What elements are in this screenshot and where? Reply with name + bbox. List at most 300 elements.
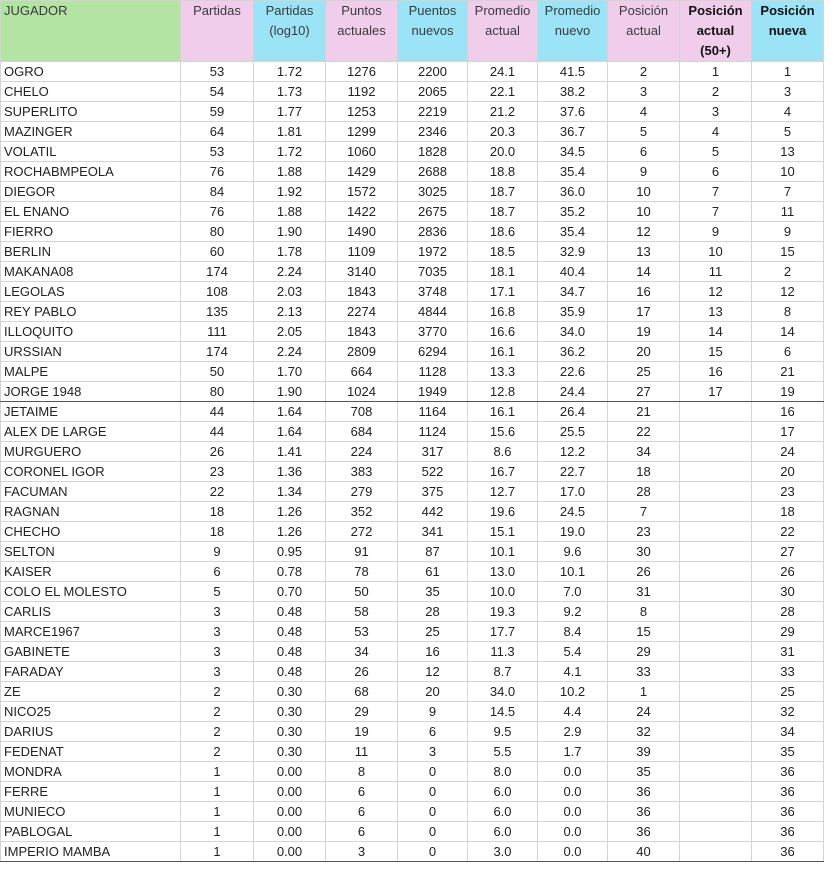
cell-puentos-nuevos[interactable]: 35 [398,582,468,602]
cell-puntos-actuales[interactable]: 2274 [326,302,398,322]
cell-posicion-actual[interactable]: 20 [608,342,680,362]
cell-promedio-actual[interactable]: 18.8 [468,162,538,182]
cell-jugador[interactable]: MALPE [1,362,181,382]
cell-partidas[interactable]: 2 [181,682,254,702]
cell-posicion-nueva[interactable]: 13 [752,142,824,162]
cell-posicion-nueva[interactable]: 18 [752,502,824,522]
cell-jugador[interactable]: MAKANA08 [1,262,181,282]
cell-posicion-nueva[interactable]: 14 [752,322,824,342]
cell-puntos-actuales[interactable]: 50 [326,582,398,602]
cell-partidas-log10[interactable]: 1.77 [254,102,326,122]
cell-puentos-nuevos[interactable]: 1949 [398,382,468,402]
cell-posicion-actual-50[interactable] [680,822,752,842]
cell-posicion-nueva[interactable]: 1 [752,62,824,82]
cell-posicion-nueva[interactable]: 36 [752,842,824,862]
cell-posicion-actual-50[interactable] [680,602,752,622]
cell-partidas[interactable]: 3 [181,662,254,682]
cell-puntos-actuales[interactable]: 1422 [326,202,398,222]
cell-posicion-actual-50[interactable] [680,642,752,662]
cell-posicion-actual[interactable]: 12 [608,222,680,242]
header-posicion-actual[interactable] [608,1,680,62]
cell-jugador[interactable]: URSSIAN [1,342,181,362]
cell-puntos-actuales[interactable]: 1429 [326,162,398,182]
cell-partidas[interactable]: 26 [181,442,254,462]
cell-posicion-actual-50[interactable]: 15 [680,342,752,362]
cell-promedio-actual[interactable]: 34.0 [468,682,538,702]
cell-posicion-nueva[interactable]: 11 [752,202,824,222]
cell-partidas-log10[interactable]: 0.00 [254,762,326,782]
cell-posicion-actual[interactable]: 8 [608,602,680,622]
cell-partidas-log10[interactable]: 1.64 [254,422,326,442]
cell-posicion-actual[interactable]: 1 [608,682,680,702]
cell-jugador[interactable]: SUPERLITO [1,102,181,122]
cell-partidas[interactable]: 1 [181,782,254,802]
cell-partidas[interactable]: 60 [181,242,254,262]
cell-puentos-nuevos[interactable]: 2688 [398,162,468,182]
cell-partidas[interactable]: 84 [181,182,254,202]
cell-partidas-log10[interactable]: 1.92 [254,182,326,202]
cell-partidas-log10[interactable]: 0.00 [254,822,326,842]
cell-puentos-nuevos[interactable]: 20 [398,682,468,702]
cell-puentos-nuevos[interactable]: 1124 [398,422,468,442]
cell-partidas-log10[interactable]: 0.48 [254,642,326,662]
cell-promedio-nuevo[interactable]: 7.0 [538,582,608,602]
cell-puntos-actuales[interactable]: 34 [326,642,398,662]
cell-partidas-log10[interactable]: 1.81 [254,122,326,142]
cell-posicion-actual-50[interactable]: 11 [680,262,752,282]
cell-partidas-log10[interactable]: 0.00 [254,842,326,862]
cell-posicion-actual-50[interactable] [680,402,752,422]
cell-promedio-nuevo[interactable]: 4.4 [538,702,608,722]
cell-posicion-actual[interactable]: 19 [608,322,680,342]
header-posicion-nueva[interactable] [752,1,824,62]
cell-posicion-actual-50[interactable]: 9 [680,222,752,242]
cell-partidas[interactable]: 135 [181,302,254,322]
cell-promedio-nuevo[interactable]: 4.1 [538,662,608,682]
cell-promedio-nuevo[interactable]: 12.2 [538,442,608,462]
cell-partidas[interactable]: 174 [181,262,254,282]
cell-posicion-actual-50[interactable] [680,542,752,562]
cell-promedio-actual[interactable]: 18.5 [468,242,538,262]
cell-partidas-log10[interactable]: 0.30 [254,682,326,702]
cell-partidas-log10[interactable]: 1.26 [254,502,326,522]
cell-posicion-actual[interactable]: 27 [608,382,680,402]
cell-puntos-actuales[interactable]: 1253 [326,102,398,122]
cell-puntos-actuales[interactable]: 26 [326,662,398,682]
header-puntos-actuales[interactable] [326,1,398,62]
cell-partidas[interactable]: 6 [181,562,254,582]
cell-posicion-actual-50[interactable]: 5 [680,142,752,162]
cell-jugador[interactable]: FACUMAN [1,482,181,502]
cell-posicion-nueva[interactable]: 36 [752,782,824,802]
cell-promedio-actual[interactable]: 14.5 [468,702,538,722]
cell-posicion-actual[interactable]: 9 [608,162,680,182]
cell-promedio-nuevo[interactable]: 35.4 [538,222,608,242]
cell-puentos-nuevos[interactable]: 3748 [398,282,468,302]
cell-promedio-actual[interactable]: 9.5 [468,722,538,742]
cell-posicion-nueva[interactable]: 26 [752,562,824,582]
cell-promedio-actual[interactable]: 8.0 [468,762,538,782]
cell-partidas-log10[interactable]: 1.34 [254,482,326,502]
cell-puentos-nuevos[interactable]: 2346 [398,122,468,142]
cell-puentos-nuevos[interactable]: 9 [398,702,468,722]
cell-partidas[interactable]: 53 [181,142,254,162]
cell-jugador[interactable]: COLO EL MOLESTO [1,582,181,602]
cell-jugador[interactable]: FIERRO [1,222,181,242]
cell-partidas-log10[interactable]: 1.41 [254,442,326,462]
cell-partidas-log10[interactable]: 0.30 [254,702,326,722]
cell-partidas-log10[interactable]: 1.70 [254,362,326,382]
cell-partidas[interactable]: 3 [181,622,254,642]
cell-partidas-log10[interactable]: 2.03 [254,282,326,302]
cell-puntos-actuales[interactable]: 708 [326,402,398,422]
cell-posicion-nueva[interactable]: 5 [752,122,824,142]
cell-promedio-nuevo[interactable]: 40.4 [538,262,608,282]
cell-posicion-nueva[interactable]: 8 [752,302,824,322]
cell-posicion-actual-50[interactable] [680,762,752,782]
cell-puentos-nuevos[interactable]: 3 [398,742,468,762]
cell-promedio-actual[interactable]: 3.0 [468,842,538,862]
cell-posicion-actual[interactable]: 21 [608,402,680,422]
cell-promedio-actual[interactable]: 19.6 [468,502,538,522]
cell-partidas-log10[interactable]: 0.70 [254,582,326,602]
cell-promedio-nuevo[interactable]: 36.0 [538,182,608,202]
cell-partidas[interactable]: 64 [181,122,254,142]
cell-promedio-actual[interactable]: 16.1 [468,402,538,422]
cell-promedio-nuevo[interactable]: 2.9 [538,722,608,742]
cell-puntos-actuales[interactable]: 383 [326,462,398,482]
cell-partidas-log10[interactable]: 1.90 [254,382,326,402]
cell-promedio-actual[interactable]: 6.0 [468,802,538,822]
cell-promedio-actual[interactable]: 5.5 [468,742,538,762]
cell-promedio-nuevo[interactable]: 37.6 [538,102,608,122]
cell-partidas[interactable]: 2 [181,702,254,722]
cell-promedio-nuevo[interactable]: 5.4 [538,642,608,662]
cell-promedio-actual[interactable]: 17.7 [468,622,538,642]
cell-jugador[interactable]: MARCE1967 [1,622,181,642]
cell-puentos-nuevos[interactable]: 522 [398,462,468,482]
cell-puntos-actuales[interactable]: 68 [326,682,398,702]
cell-partidas[interactable]: 80 [181,222,254,242]
cell-jugador[interactable]: JORGE 1948 [1,382,181,402]
cell-partidas-log10[interactable]: 2.13 [254,302,326,322]
cell-posicion-nueva[interactable]: 29 [752,622,824,642]
cell-promedio-actual[interactable]: 18.1 [468,262,538,282]
cell-jugador[interactable]: OGRO [1,62,181,82]
cell-promedio-nuevo[interactable]: 35.2 [538,202,608,222]
cell-posicion-actual-50[interactable] [680,702,752,722]
cell-puentos-nuevos[interactable]: 12 [398,662,468,682]
cell-partidas[interactable]: 5 [181,582,254,602]
cell-partidas-log10[interactable]: 0.95 [254,542,326,562]
cell-puntos-actuales[interactable]: 1024 [326,382,398,402]
cell-puntos-actuales[interactable]: 1490 [326,222,398,242]
cell-posicion-actual-50[interactable] [680,582,752,602]
cell-puentos-nuevos[interactable]: 6294 [398,342,468,362]
cell-promedio-actual[interactable]: 8.7 [468,662,538,682]
cell-posicion-actual[interactable]: 32 [608,722,680,742]
cell-puntos-actuales[interactable]: 224 [326,442,398,462]
cell-promedio-actual[interactable]: 22.1 [468,82,538,102]
cell-partidas[interactable]: 44 [181,422,254,442]
cell-posicion-actual[interactable]: 36 [608,802,680,822]
cell-promedio-actual[interactable]: 17.1 [468,282,538,302]
cell-puentos-nuevos[interactable]: 3770 [398,322,468,342]
cell-promedio-nuevo[interactable]: 22.6 [538,362,608,382]
cell-partidas-log10[interactable]: 2.24 [254,342,326,362]
cell-puentos-nuevos[interactable]: 442 [398,502,468,522]
cell-partidas[interactable]: 1 [181,822,254,842]
cell-partidas-log10[interactable]: 1.78 [254,242,326,262]
cell-jugador[interactable]: GABINETE [1,642,181,662]
cell-partidas[interactable]: 9 [181,542,254,562]
cell-promedio-actual[interactable]: 15.6 [468,422,538,442]
cell-posicion-actual[interactable]: 13 [608,242,680,262]
cell-puentos-nuevos[interactable]: 87 [398,542,468,562]
cell-promedio-nuevo[interactable]: 36.7 [538,122,608,142]
cell-partidas-log10[interactable]: 0.48 [254,622,326,642]
cell-posicion-nueva[interactable]: 21 [752,362,824,382]
cell-puentos-nuevos[interactable]: 0 [398,802,468,822]
cell-promedio-actual[interactable]: 18.7 [468,182,538,202]
cell-posicion-actual-50[interactable]: 14 [680,322,752,342]
cell-posicion-nueva[interactable]: 4 [752,102,824,122]
header-promedio-nuevo[interactable] [538,1,608,62]
cell-posicion-nueva[interactable]: 12 [752,282,824,302]
cell-jugador[interactable]: MONDRA [1,762,181,782]
cell-promedio-nuevo[interactable]: 0.0 [538,782,608,802]
cell-posicion-actual[interactable]: 28 [608,482,680,502]
cell-posicion-actual-50[interactable]: 6 [680,162,752,182]
cell-partidas[interactable]: 80 [181,382,254,402]
cell-promedio-actual[interactable]: 13.3 [468,362,538,382]
cell-posicion-nueva[interactable]: 17 [752,422,824,442]
cell-promedio-nuevo[interactable]: 34.7 [538,282,608,302]
cell-puntos-actuales[interactable]: 1299 [326,122,398,142]
cell-puntos-actuales[interactable]: 91 [326,542,398,562]
cell-promedio-actual[interactable]: 10.1 [468,542,538,562]
cell-jugador[interactable]: VOLATIL [1,142,181,162]
cell-partidas[interactable]: 50 [181,362,254,382]
cell-posicion-actual[interactable]: 14 [608,262,680,282]
cell-posicion-nueva[interactable]: 36 [752,822,824,842]
cell-puntos-actuales[interactable]: 3 [326,842,398,862]
cell-posicion-nueva[interactable]: 25 [752,682,824,702]
cell-puentos-nuevos[interactable]: 7035 [398,262,468,282]
cell-promedio-actual[interactable]: 20.3 [468,122,538,142]
cell-jugador[interactable]: CHECHO [1,522,181,542]
cell-promedio-actual[interactable]: 12.8 [468,382,538,402]
cell-promedio-nuevo[interactable]: 10.2 [538,682,608,702]
cell-promedio-nuevo[interactable]: 1.7 [538,742,608,762]
cell-partidas-log10[interactable]: 1.73 [254,82,326,102]
cell-puntos-actuales[interactable]: 6 [326,822,398,842]
cell-posicion-actual-50[interactable]: 4 [680,122,752,142]
cell-partidas-log10[interactable]: 1.88 [254,202,326,222]
cell-posicion-actual[interactable]: 15 [608,622,680,642]
cell-puntos-actuales[interactable]: 78 [326,562,398,582]
cell-posicion-actual[interactable]: 36 [608,782,680,802]
cell-jugador[interactable]: CARLIS [1,602,181,622]
cell-posicion-nueva[interactable]: 10 [752,162,824,182]
cell-partidas[interactable]: 22 [181,482,254,502]
cell-promedio-actual[interactable]: 16.7 [468,462,538,482]
cell-promedio-nuevo[interactable]: 35.9 [538,302,608,322]
cell-posicion-nueva[interactable]: 15 [752,242,824,262]
cell-posicion-nueva[interactable]: 16 [752,402,824,422]
cell-promedio-nuevo[interactable]: 24.5 [538,502,608,522]
cell-posicion-actual[interactable]: 18 [608,462,680,482]
cell-puentos-nuevos[interactable]: 1828 [398,142,468,162]
cell-jugador[interactable]: LEGOLAS [1,282,181,302]
cell-puntos-actuales[interactable]: 272 [326,522,398,542]
cell-partidas-log10[interactable]: 1.26 [254,522,326,542]
cell-posicion-actual-50[interactable]: 1 [680,62,752,82]
cell-posicion-actual[interactable]: 16 [608,282,680,302]
cell-partidas[interactable]: 18 [181,522,254,542]
cell-jugador[interactable]: SELTON [1,542,181,562]
cell-puentos-nuevos[interactable]: 1128 [398,362,468,382]
cell-partidas-log10[interactable]: 1.36 [254,462,326,482]
cell-puentos-nuevos[interactable]: 61 [398,562,468,582]
cell-puntos-actuales[interactable]: 29 [326,702,398,722]
cell-puentos-nuevos[interactable]: 317 [398,442,468,462]
cell-posicion-actual-50[interactable]: 7 [680,182,752,202]
cell-posicion-actual[interactable]: 6 [608,142,680,162]
cell-partidas-log10[interactable]: 1.72 [254,62,326,82]
cell-promedio-nuevo[interactable]: 41.5 [538,62,608,82]
cell-posicion-actual-50[interactable]: 7 [680,202,752,222]
cell-partidas-log10[interactable]: 1.72 [254,142,326,162]
cell-jugador[interactable]: KAISER [1,562,181,582]
cell-posicion-actual[interactable]: 31 [608,582,680,602]
cell-puntos-actuales[interactable]: 58 [326,602,398,622]
cell-promedio-nuevo[interactable]: 19.0 [538,522,608,542]
cell-puentos-nuevos[interactable]: 2219 [398,102,468,122]
cell-posicion-actual-50[interactable]: 12 [680,282,752,302]
cell-posicion-actual-50[interactable] [680,662,752,682]
cell-puentos-nuevos[interactable]: 16 [398,642,468,662]
cell-puntos-actuales[interactable]: 6 [326,802,398,822]
cell-promedio-nuevo[interactable]: 35.4 [538,162,608,182]
cell-puentos-nuevos[interactable]: 0 [398,762,468,782]
cell-posicion-nueva[interactable]: 34 [752,722,824,742]
cell-partidas[interactable]: 54 [181,82,254,102]
cell-posicion-actual-50[interactable] [680,722,752,742]
cell-posicion-nueva[interactable]: 32 [752,702,824,722]
cell-posicion-nueva[interactable]: 6 [752,342,824,362]
cell-posicion-actual[interactable]: 22 [608,422,680,442]
cell-puentos-nuevos[interactable]: 6 [398,722,468,742]
cell-puentos-nuevos[interactable]: 0 [398,842,468,862]
cell-puntos-actuales[interactable]: 1843 [326,282,398,302]
cell-partidas[interactable]: 3 [181,602,254,622]
cell-jugador[interactable]: DIEGOR [1,182,181,202]
cell-jugador[interactable]: JETAIME [1,402,181,422]
cell-puntos-actuales[interactable]: 3140 [326,262,398,282]
cell-posicion-actual-50[interactable]: 10 [680,242,752,262]
cell-promedio-actual[interactable]: 20.0 [468,142,538,162]
cell-posicion-nueva[interactable]: 20 [752,462,824,482]
cell-puentos-nuevos[interactable]: 0 [398,782,468,802]
cell-jugador[interactable]: RAGNAN [1,502,181,522]
cell-promedio-actual[interactable]: 16.8 [468,302,538,322]
cell-posicion-nueva[interactable]: 36 [752,802,824,822]
cell-posicion-actual[interactable]: 29 [608,642,680,662]
cell-jugador[interactable]: ROCHABMPEOLA [1,162,181,182]
cell-posicion-actual[interactable]: 36 [608,822,680,842]
cell-posicion-nueva[interactable]: 33 [752,662,824,682]
cell-posicion-actual-50[interactable] [680,802,752,822]
cell-posicion-actual-50[interactable]: 13 [680,302,752,322]
cell-promedio-actual[interactable]: 6.0 [468,782,538,802]
cell-puntos-actuales[interactable]: 684 [326,422,398,442]
cell-promedio-actual[interactable]: 10.0 [468,582,538,602]
header-jugador[interactable] [1,1,181,62]
cell-jugador[interactable]: DARIUS [1,722,181,742]
cell-posicion-actual[interactable]: 5 [608,122,680,142]
cell-partidas[interactable]: 53 [181,62,254,82]
cell-posicion-actual[interactable]: 3 [608,82,680,102]
cell-promedio-nuevo[interactable]: 8.4 [538,622,608,642]
cell-partidas[interactable]: 2 [181,742,254,762]
cell-puntos-actuales[interactable]: 11 [326,742,398,762]
cell-partidas[interactable]: 1 [181,802,254,822]
cell-posicion-actual-50[interactable] [680,522,752,542]
cell-posicion-actual-50[interactable] [680,622,752,642]
cell-posicion-nueva[interactable]: 9 [752,222,824,242]
cell-puntos-actuales[interactable]: 1572 [326,182,398,202]
cell-posicion-actual-50[interactable] [680,842,752,862]
cell-posicion-nueva[interactable]: 23 [752,482,824,502]
cell-jugador[interactable]: MURGUERO [1,442,181,462]
cell-puentos-nuevos[interactable]: 0 [398,822,468,842]
cell-jugador[interactable]: ILLOQUITO [1,322,181,342]
cell-partidas[interactable]: 1 [181,842,254,862]
cell-posicion-actual[interactable]: 24 [608,702,680,722]
cell-partidas-log10[interactable]: 0.30 [254,742,326,762]
cell-promedio-actual[interactable]: 21.2 [468,102,538,122]
cell-partidas[interactable]: 2 [181,722,254,742]
cell-partidas[interactable]: 108 [181,282,254,302]
cell-posicion-actual-50[interactable] [680,462,752,482]
cell-jugador[interactable]: IMPERIO MAMBA [1,842,181,862]
cell-posicion-actual-50[interactable]: 17 [680,382,752,402]
cell-posicion-actual-50[interactable] [680,442,752,462]
cell-partidas[interactable]: 111 [181,322,254,342]
cell-promedio-nuevo[interactable]: 26.4 [538,402,608,422]
cell-puntos-actuales[interactable]: 352 [326,502,398,522]
cell-promedio-nuevo[interactable]: 38.2 [538,82,608,102]
cell-posicion-actual-50[interactable] [680,422,752,442]
cell-posicion-actual-50[interactable] [680,482,752,502]
cell-jugador[interactable]: CHELO [1,82,181,102]
cell-jugador[interactable]: BERLIN [1,242,181,262]
cell-posicion-actual[interactable]: 34 [608,442,680,462]
cell-partidas[interactable]: 1 [181,762,254,782]
cell-promedio-actual[interactable]: 12.7 [468,482,538,502]
cell-partidas-log10[interactable]: 0.00 [254,782,326,802]
cell-partidas-log10[interactable]: 0.30 [254,722,326,742]
header-partidas-log10[interactable] [254,1,326,62]
cell-posicion-actual[interactable]: 10 [608,202,680,222]
cell-promedio-nuevo[interactable]: 34.5 [538,142,608,162]
cell-jugador[interactable]: MAZINGER [1,122,181,142]
cell-promedio-nuevo[interactable]: 0.0 [538,822,608,842]
cell-promedio-actual[interactable]: 15.1 [468,522,538,542]
cell-promedio-actual[interactable]: 11.3 [468,642,538,662]
cell-partidas-log10[interactable]: 1.88 [254,162,326,182]
